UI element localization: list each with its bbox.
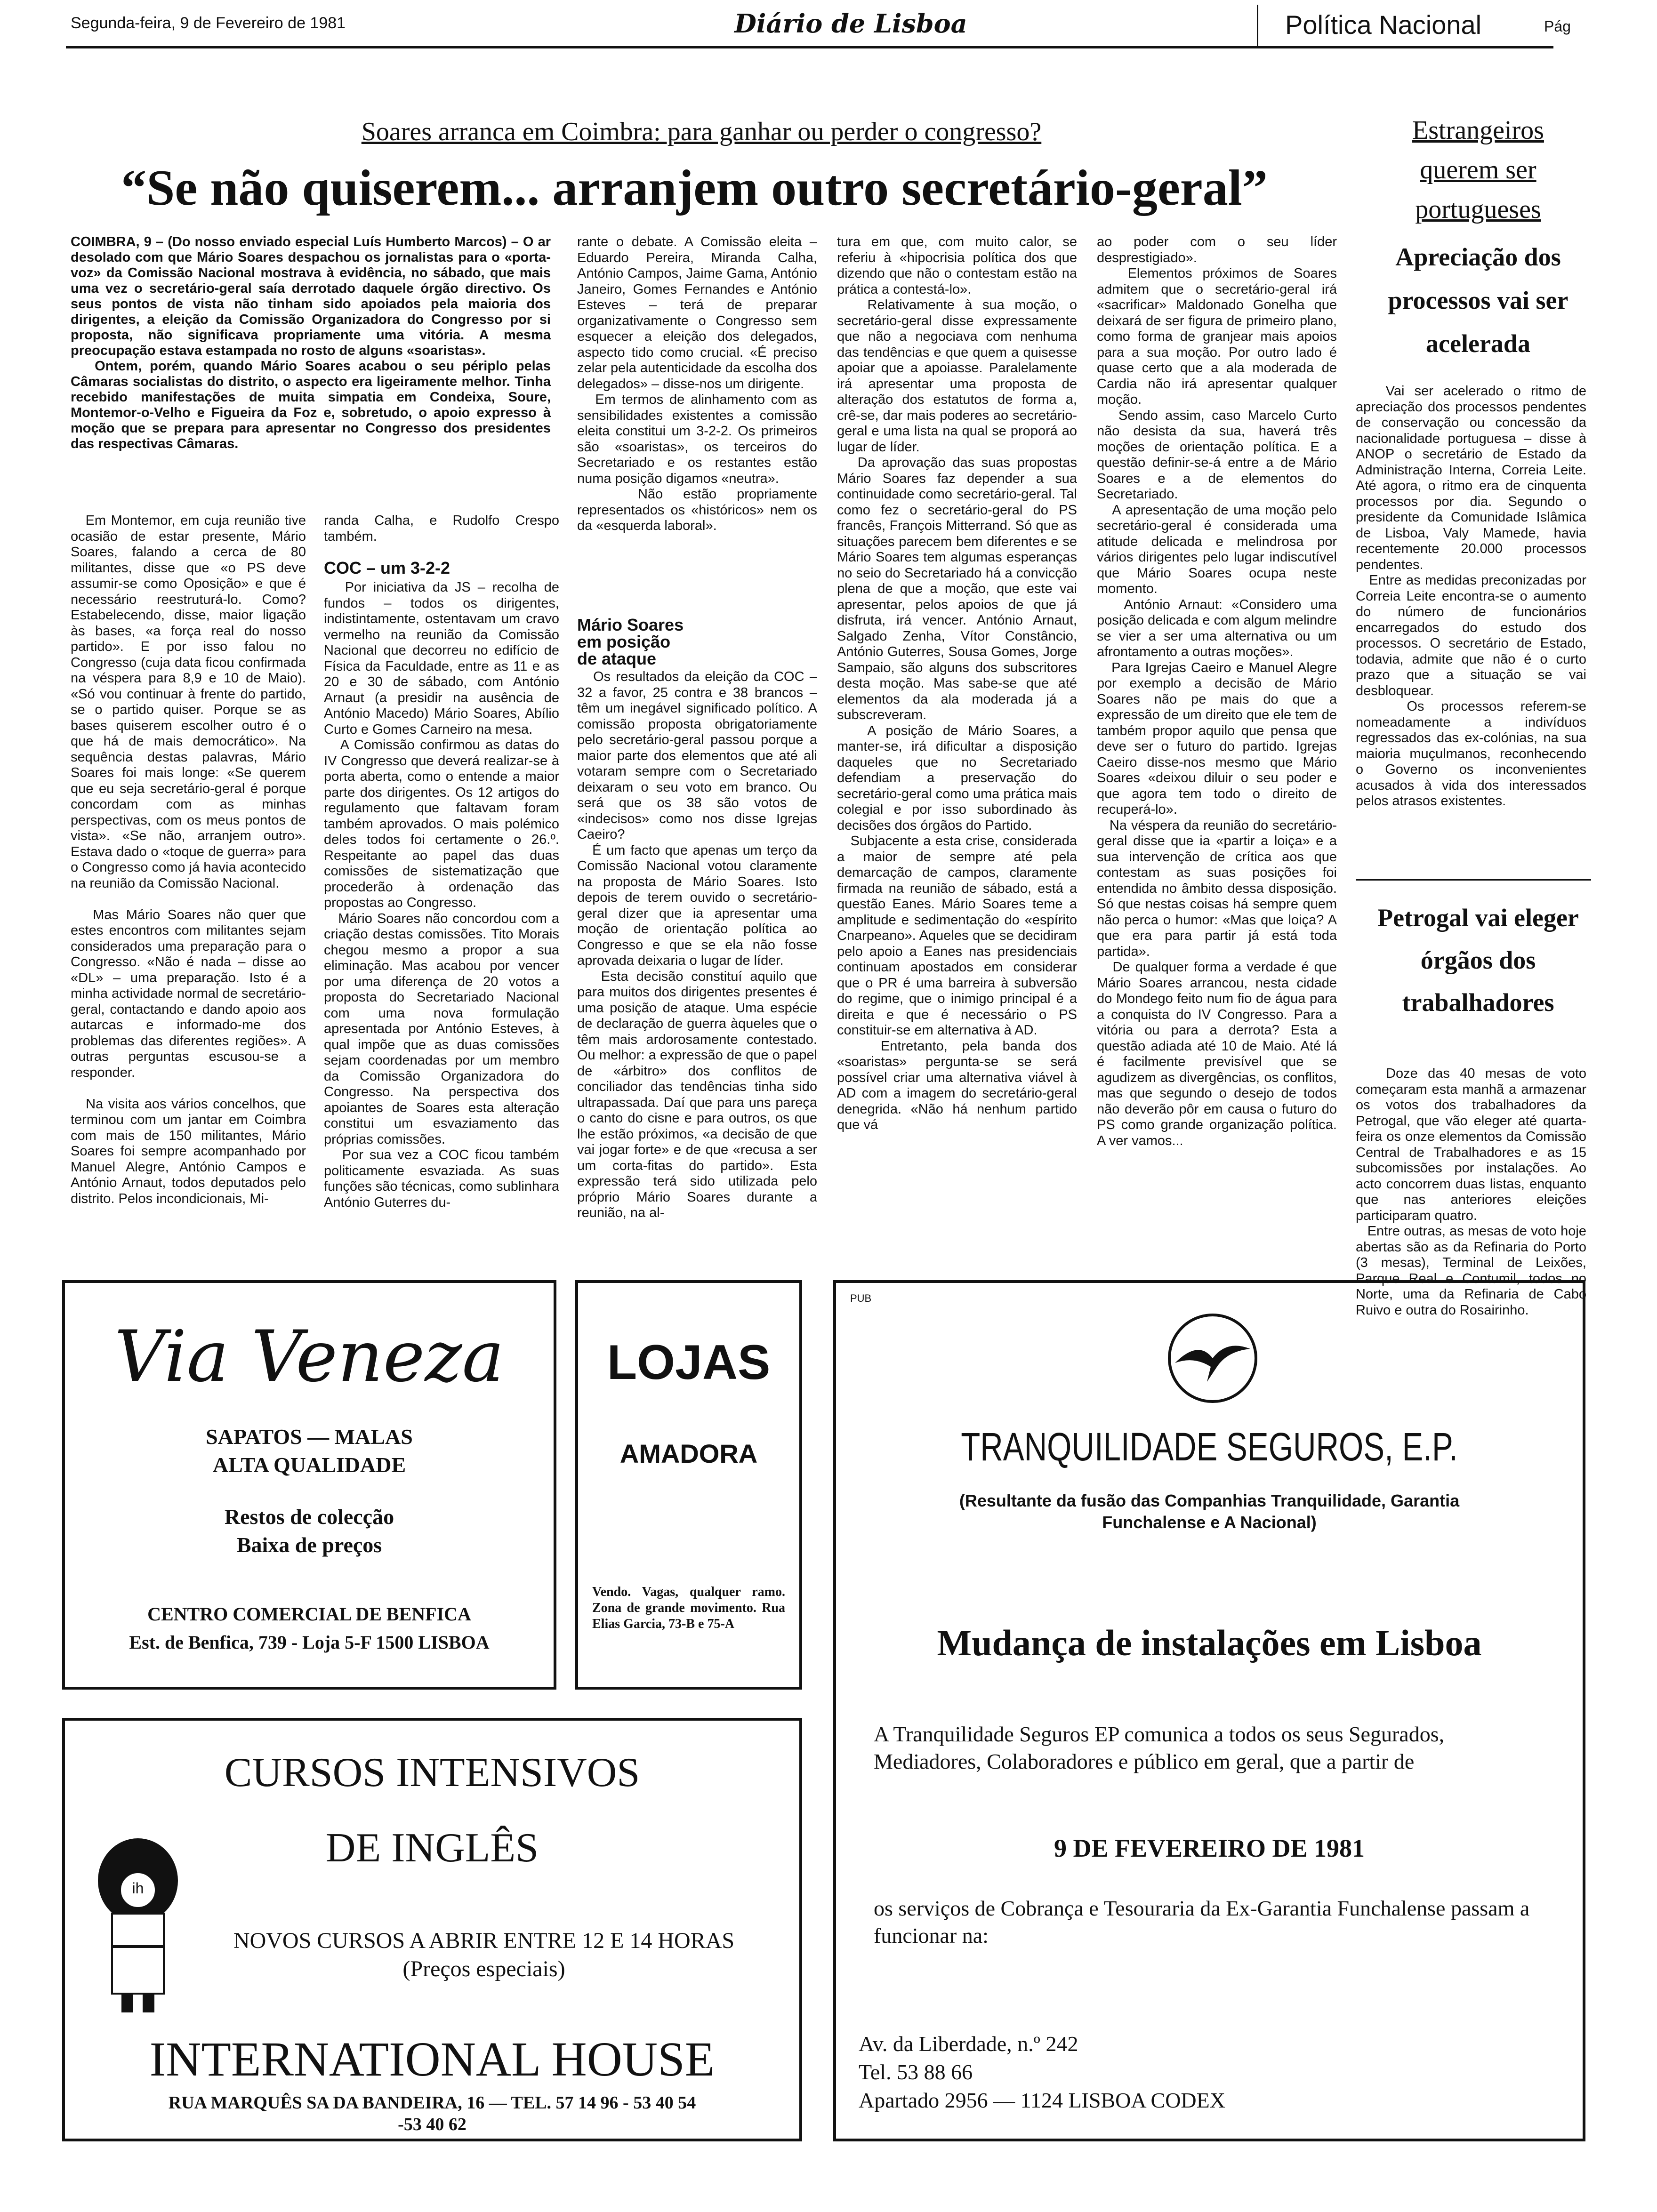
seguros-para1: A Tranquilidade Seguros EP comunica a todos os seus Segurados, Mediadores, Colaboradores e público em geral, que a partir de	[874, 1722, 1445, 1773]
via-veneza-line6: Est. de Benfica, 739 - Loja 5-F 1500 LISBOA	[129, 1632, 490, 1653]
via-veneza-logo: Via Veneza	[114, 1316, 504, 1398]
ad-tranquilidade-seguros	[833, 1280, 1585, 2141]
ad-lojas	[575, 1280, 802, 1690]
sidebar-divider	[1356, 879, 1591, 881]
article-col-2-body: Por iniciativa da JS – recolha de fundos – todos os dirigentes, indistintamente, ostentavam um cravo vermelho na reunião da Comissão Nacional que decorreu no edifício de Física da Faculdade, entre as 11 e as 20 e 30 de sábado, com António Arnaut (a presidir na ausência de António Macedo) Mário Soares, Abílio Curto e Gomes Carneiro na mesa. A Comissão confirmou as datas do IV Congresso que deverá realizar-se à porta aberta, como o entende a maior parte dos dirigentes. Os 12 artigos do regulamento que faltavam foram também aprovados. O mais polémico deles todos foi certamente o 26.º. Respeitante ao papel das duas comissões de sistematização que procederão à ordenação das propostas ao Congresso. Mário Soares não concordou com a criação destas comissões. Tito Morais chegou mesmo a propor a sua eliminação. Mas acabou por vencer por uma diferença de 20 votos a proposta do Secretariado Nacional com uma nova formulação apresentada por António Esteves, à qual impõe que as duas comissões sejam coordenadas por um membro da Comissão Organizadora do Congresso. Na perspectiva dos apoiantes de Soares esta alteração constitui um esvaziamento das próprias comissões. Por sua vez a COC ficou também politicamente esvaziada. As suas funções são técnicas, como sublinhara António Guterres du-	[324, 580, 559, 1210]
via-veneza-line5: CENTRO COMERCIAL DE BENFICA	[147, 1603, 471, 1625]
cursos-line1: CURSOS INTENSIVOS	[224, 1750, 640, 1795]
article-col-5: ao poder com o seu líder desprestigiado». Elementos próximos de Soares admitem que o secretário-geral irá «sacrificar» Maldonado Gonelha que deixará de ser figura de primeiro plano, como forma de granjear mais apoios para a sua moção. Por outro lado é quase certo que a ala moderada de Cardia não irá apresentar qualquer moção. Sendo assim, caso Marcelo Curto não desista da sua, haverá três moções de orientação política. E a questão definir-se-á entre a de Mário Soares e a de elementos do Secretariado. A apresentação de uma moção pelo secretário-geral é considerada uma atitude delicada e melindrosa por vários dirigentes pelo lugar indiscutível que Mário Soares ocupa neste momento. António Arnaut: «Considero uma posição delicada e com algum melindre se vier a ser uma alternativa ou um afrontamento a outras moções». Para Igrejas Caeiro e Manuel Alegre por exemplo a decisão de Mário Soares não pe mais do que a expressão de um direito que ele tem de também propor aquilo que pensa que deve ser o futuro do partido. Igrejas Caeiro disse-nos mesmo que Mário Soares «deixou diluir o seu poder e que agora tem todo o direito de recuperá-lo». Na véspera da reunião do secretário-geral disse que ia «partir a loiça» e a sua intervenção de crítica aos que contestam as suas posições foi entendida no âmbito dessa disposição. Só que nestas coisas há sempre quem não perca o humor: «Mas que loiça? A que era para partir já está toda partida». De qualquer forma a verdade é que Mário Soares arrancou, nesta cidade do Mondego feito num fio de água para a conquista do IV Congresso. Para a vitória ou para a derrota? Esta a questão adiada até 10 de Maio. Até lá é facilmente previsível que se agudizem as divergências, os conflitos, mas que segundo o desejo de todos não deverão pôr em causa o futuro do PS como grande organização política. A ver vamos...	[1097, 234, 1337, 1148]
article-col-3	[577, 234, 817, 1252]
ad-international-house	[62, 1718, 802, 2141]
masthead-paper-name: Diário de Lisboa	[734, 8, 967, 39]
seguros-subtitle: (Resultante da fusão das Companhias Tranquilidade, Garantia Funchalense e A Nacional)	[959, 1491, 1460, 1532]
seguros-heading: Mudança de instalações em Lisboa	[937, 1622, 1482, 1663]
lojas-title: LOJAS	[607, 1335, 771, 1390]
guard-badge: ih	[132, 1880, 144, 1897]
article-col-2-subhead: COC – um 3-2-2	[324, 558, 450, 577]
masthead-page-label: Pág	[1544, 18, 1571, 35]
article-col-3-body: Os resultados da eleição da COC – 32 a favor, 25 contra e 38 brancos – têm um inegável significado político. A comissão proposta obrigatoriamente pelo secretário-geral passou porque a maior parte dos elementos que até ali votaram sempre com o Secretariado deixaram o seu voto em branco. Ou será que os 38 são votos de «indecisos» como nos disse Igrejas Caeiro? É um facto que apenas um terço da Comissão Nacional votou claramente na proposta de Mário Soares. Isto depois de terem ouvido o secretário-geral dizer que ia apresentar uma moção de orientação política ao Congresso e que se ela não fosse aprovada deixaria o lugar de líder. Esta decisão constituí aquilo que para muitos dos dirigentes presentes é uma posição de ataque. Uma espécie de declaração de guerra àqueles que o têm mais ardorosamente contestado. Ou melhor: a expressão de que o papel de «árbitro» dos conflitos de conciliador das tendências tinha sido ultrapassada. Daí que para uns pareça o canto do cisne e para outros, os que lhe estão próximos, «a decisão de que vai jogar forte» e de que «recusa a ser um corta-fitas do partido». Esta expressão terá sido utilizada pelo próprio Mário Soares durante a reunião, na al-	[577, 669, 818, 1220]
seguros-logo	[1166, 1311, 1260, 1405]
masthead-rule	[66, 46, 1553, 48]
masthead-section: Política Nacional	[1285, 10, 1482, 40]
masthead-divider	[1257, 5, 1258, 47]
seguros-date: 9 DE FEVEREIRO DE 1981	[1054, 1834, 1365, 1862]
masthead	[0, 0, 1657, 52]
article-col-2	[324, 513, 563, 1252]
seguros-pub-label: PUB	[850, 1292, 872, 1304]
sidebar1-kicker: Estrangeiros querem ser portugueses	[1412, 116, 1544, 224]
article-col-4: tura em que, com muito calor, se referiu à «hipocrisia política dos que dizendo que não o contestam estão na prática a contestá-lo». Relativamente à sua moção, o secretário-geral disse expressamente que não a negociava com nenhuma das tendências e que quem a quisesse apoiar que a apoiasse. Paralelamente irá apresentar uma proposta de alteração dos estatutos de forma a, crê-se, dar mais poderes ao secretário-geral e uma lista na qual se proporá ao lugar de líder. Da aprovação das suas propostas Mário Soares faz depender a sua continuidade como secretário-geral. Tal como fez o secretário-geral do PS francês, François Mitterrand. Só que as situações parecem bem diferentes e se Mário Soares tem algumas esperanças no seio do Secretariado há a convicção plena de que a moção, que este vai apresentar, pelos apoios de que já disfruta, irá vencer. António Arnaut, Salgado Zenha, Vítor Constâncio, António Guterres, Sousa Gomes, Jorge Sampaio, são alguns dos subscritores desta moção. Mas sabe-se que até elementos da ala moderada já a subscreveram. A posição de Mário Soares, a manter-se, irá dificultar a disposição daqueles que no Secretariado defendiam a preservação do secretário-geral como uma prática mais colegial e por isso subordinado às decisões dos órgãos do Partido. Subjacente a esta crise, considerada a maior de sempre até pela demarcação de campos, claramente firmada na reunião de sábado, está a questão Eanes. Mário Soares teme a amplitude e sedimentação do «espírito Cnarpeano». Aqueles que se decidiram pelo apoio a Eanes nas presidenciais continuam apostados em considerar que o PR é uma barreira à subversão do regime, que o inimigo principal é a direita e que é necessário o PS constituir-se em alternativa à AD. Entretanto, pela banda dos «soaristas» pergunta-se se será possível criar uma alternativa viável à AD com a imagem do secretário-geral denegrida. «Não há nenhum partido que vá	[837, 234, 1078, 1132]
lojas-text: Vendo. Vagas, qualquer ramo. Zona de grande movimento. Rua Elias Garcia, 73-B e 75-A	[592, 1585, 785, 1631]
article-col-2-intro: randa Calha, e Rudolfo Crespo também.	[324, 513, 563, 544]
cursos-name: INTERNATIONAL HOUSE	[149, 2032, 715, 2086]
article-col-3-subhead: Mário Soares em posição de ataque	[577, 615, 684, 668]
cursos-line2: DE INGLÊS	[325, 1825, 539, 1871]
cursos-line4: (Preços especiais)	[402, 1956, 565, 1981]
article-kicker: Soares arranca em Coimbra: para ganhar ou perder o congresso?	[361, 117, 1042, 146]
seguros-addr3: Apartado 2956 — 1124 LISBOA CODEX	[859, 2088, 1225, 2112]
sidebar2-headline: Petrogal vai eleger órgãos dos trabalhadores	[1377, 904, 1579, 1017]
lojas-subtitle: AMADORA	[619, 1439, 758, 1468]
sidebar1-body: Vai ser acelerado o ritmo de apreciação dos processos pendentes de conservação ou concessão da nacionalidade portuguesa – disse à ANOP o secretário de Estado da Administração Interna, Correia Leite. Até agora, o ritmo era de cinquenta processos por dia. Segundo o presidente da Comunidade Islâmica de Lisboa, Valy Mamede, havia recentemente 20.000 processos pendentes. Entre as medidas preconizadas por Correia Leite encontra-se o aumento do número de funcionários encarregados do estudo dos processos. O secretário de Estado, todavia, admite que não é o curto prazo que a situação se vai desbloquear. Os processos referem-se nomeadamente a indivíduos regressados das ex-colónias, na sua maioria muçulmanos, reconhecendo o Governo os inconvenientes acusados à vida dos interessados pelos atrasos existentes.	[1356, 384, 1586, 809]
cursos-address2: -53 40 62	[398, 2115, 467, 2134]
seguros-para2: os serviços de Cobrança e Tesouraria da Ex-Garantia Funchalense passam a funcionar na:	[874, 1896, 1530, 1948]
cursos-address1: RUA MARQUÊS SA DA BANDEIRA, 16 — TEL. 57 14 96 - 53 40 54	[168, 2093, 696, 2113]
article-headline: “Se não quiserem... arranjem outro secretário-geral”	[121, 160, 1268, 216]
via-veneza-line1: SAPATOS — MALAS	[206, 1425, 413, 1449]
article-lead: COIMBRA, 9 – (Do nosso enviado especial Luís Humberto Marcos) – O ar desolado com que Mário Soares despachou os jornalistas para o «porta-voz» da Comissão Nacional mostrava à evidência, no sábado, que mais uma vez o secretário-geral saía derrotado daquele órgão directivo. Os seus pontos de vista não tinham sido apoiados pela maioria dos dirigentes, a eleição da Comissão Organizadora do Congresso por si proposta, não significava propriamente uma vitória. A mesma preocupação estava estampada no rosto de alguns «soaristas». Ontem, porém, quando Mário Soares acabou o seu périplo pelas Câmaras socialistas do distrito, o aspecto era ligeiramente melhor. Tinha recebido manifestações de muita simpatia em Condeixa, Soure, Montemor-o-Velho e Figueira da Foz e, sobretudo, o apoio expresso à moção que se prepara para apresentar no Congresso dos presidentes das respectivas Câmaras.	[71, 234, 551, 451]
article-col-3-intro: rante o debate. A Comissão eleita – Eduardo Pereira, Miranda Calha, António Campos, Jaime Gama, António Janeiro, Gomes Fernandes e António Esteves – terá de preparar organizativamente o Congresso sem esquecer a eleição dos delegados, aspecto tido como crucial. «É preciso zelar pela autenticidade da escolha dos delegados» – disse-nos um dirigente. Em termos de alinhamento com as sensibilidades existentes a comissão eleita constitui um 3-2-2. Os primeiros são «soaristas», os terceiros do Secretariado e os restantes estão numa posição digamos «neutra». Não estão propriamente representados os «históricos» nem os da «esquerda laboral».	[577, 234, 817, 533]
seguros-title: TRANQUILIDADE SEGUROS, E.P.	[961, 1425, 1458, 1469]
via-veneza-line2: ALTA QUALIDADE	[212, 1453, 406, 1477]
swallow-icon	[1166, 1311, 1260, 1405]
sidebar1-headline: Apreciação dos processos vai ser acelerada	[1388, 243, 1569, 358]
masthead-date: Segunda-feira, 9 de Fevereiro de 1981	[71, 14, 346, 32]
sidebar2-body: Doze das 40 mesas de voto começaram esta manhã a armazenar os votos dos trabalhadores da Petrogal, que vão eleger até quarta-feira os onze elementos da Comissão Central de Trabalhadores e as 15 subcomissões por instalações. Ao acto concorrem duas listas, enquanto que nas anteriores eleições participaram quatro. Entre outras, as mesas de voto hoje abertas são as da Refinaria do Porto (3 mesas), Terminal de Leixões, Parque Real e Contumil, todos no Norte, uma da Refinaria de Cabo Ruivo e outra do Rosairinho.	[1356, 1066, 1587, 1318]
seguros-addr1: Av. da Liberdade, n.º 242	[859, 2032, 1078, 2056]
article-col-1: Em Montemor, em cuja reunião tive ocasião de estar presente, Mário Soares, falando a cerca de 80 militantes, disse que «o PS deve assumir-se como Oposição» e que é necessário reestruturá-lo. Como? Estabelecendo, disse, maior ligação às bases, «a força real do nosso partido». E por isso falou no Congresso (cuja data ficou confirmada na véspera para 8,9 e 10 de Maio). «Só vou continuar à frente do partido, se o partido quiser. Porque se as bases quiserem escolher outro é o que há de mais democrático». Na sequência destas palavras, Mário Soares foi mais longe: «Se querem que eu seja secretário-geral é porque concordam com as minhas perspectivas, com os meus pontos de vista». «Se não, arranjem outro». Estava dado o «toque de guerra» para o Congresso como já havia acontecido na reunião da Comissão Nacional. Mas Mário Soares não quer que estes encontros com militantes sejam considerados uma preparação para o Congresso. «Não é nada – disse ao «DL» – uma preparação. Isto é a minha actividade normal de secretário-geral, contactando e dando apoio aos autarcas e informado-me dos problemas das diferentes regiões». A outras perguntas escusou-se a responder. Na visita aos vários concelhos, que terminou com um jantar em Coimbra com mais de 150 militantes, Mário Soares foi sempre acompanhado por Manuel Alegre, António Campos e António Arnaut, todos deputados pelo distrito. Pelos incondicionais, Mi-	[71, 513, 306, 1206]
ad-via-veneza	[62, 1280, 556, 1690]
via-veneza-line3: Restos de colecção	[224, 1505, 394, 1529]
via-veneza-line4: Baixa de preços	[236, 1533, 382, 1557]
seguros-addr2: Tel. 53 88 66	[859, 2060, 973, 2084]
cursos-line3: NOVOS CURSOS A ABRIR ENTRE 12 E 14 HORAS	[233, 1928, 735, 1953]
